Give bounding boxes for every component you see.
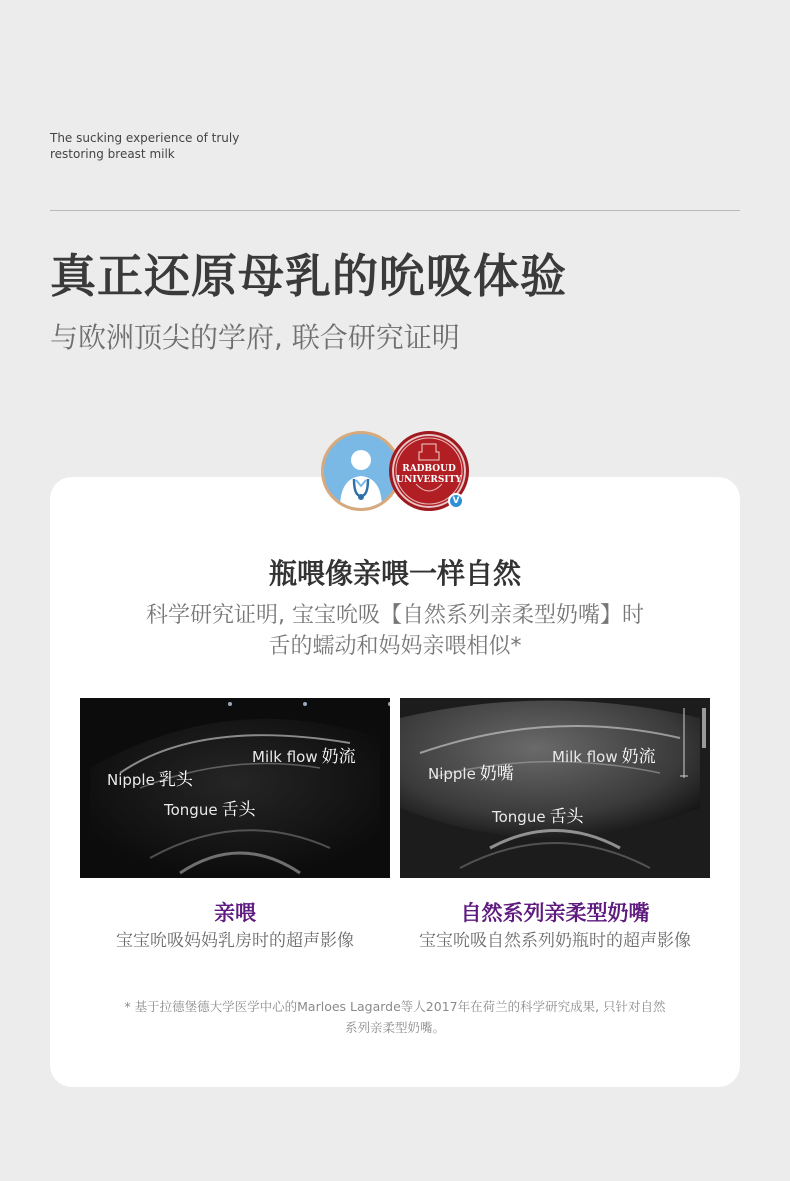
- caption-title-breastfeeding: 亲喂: [214, 901, 256, 925]
- nipple-label-zh: 乳头: [158, 770, 193, 790]
- eyebrow-line-1: The sucking experience of truly: [50, 131, 240, 145]
- milk-flow-label: [552, 747, 656, 767]
- footnote-line-2: 系列亲柔型奶嘴。: [344, 1020, 445, 1035]
- tongue-label-zh: 舌头: [221, 800, 256, 820]
- footnote-line-1: * 基于拉德堡德大学医学中心的Marloes Lagarde等人2017年在荷兰的科学研究成果, 只针对自然: [124, 999, 666, 1014]
- nipple-label-zh: 奶嘴: [479, 764, 514, 784]
- footnote: [80, 996, 710, 1038]
- nipple-label: [428, 764, 514, 784]
- university-name-line-2: UNIVERSITY: [396, 475, 462, 485]
- page-subtitle: 与欧洲顶尖的学府, 联合研究证明: [50, 321, 460, 354]
- milk-flow-label: [252, 747, 356, 767]
- tongue-label-en: Tongue: [164, 801, 218, 819]
- nipple-label: [107, 770, 193, 790]
- eyebrow-line-2: restoring breast milk: [50, 147, 175, 161]
- badge-group: [321, 431, 471, 515]
- milk-flow-label-zh: 奶流: [321, 747, 356, 767]
- caption-subtitle-bottle: 宝宝吮吸自然系列奶瓶时的超声影像: [419, 931, 691, 951]
- eyebrow-text: [50, 130, 310, 162]
- caption-subtitle-breastfeeding: 宝宝吮吸妈妈乳房时的超声影像: [116, 931, 354, 951]
- milk-flow-label-en: Milk flow: [252, 748, 318, 766]
- tongue-label-en: Tongue: [492, 808, 546, 826]
- ultrasound-image-bottle: [400, 698, 710, 878]
- card-description-line-2: 舌的蠕动和妈妈亲喂相似*: [268, 634, 522, 659]
- milk-flow-label-en: Milk flow: [552, 748, 618, 766]
- page-title: 真正还原母乳的吮吸体验: [50, 249, 567, 303]
- card-title: 瓶喂像亲喂一样自然: [268, 557, 521, 590]
- nipple-label-en: Nipple: [428, 765, 476, 783]
- verified-icon: V: [448, 493, 464, 509]
- nipple-label-en: Nipple: [107, 771, 155, 789]
- tongue-label: [492, 807, 584, 827]
- university-name: [392, 464, 466, 486]
- card-description-line-1: 科学研究证明, 宝宝吮吸【自然系列亲柔型奶嘴】时: [146, 603, 644, 628]
- tongue-label-zh: 舌头: [549, 807, 584, 827]
- tongue-label: [164, 800, 256, 820]
- university-name-line-1: RADBOUD: [402, 464, 456, 474]
- caption-title-bottle: 自然系列亲柔型奶嘴: [460, 901, 650, 925]
- ultrasound-image-breastfeeding: [80, 698, 390, 878]
- divider: [50, 210, 740, 211]
- milk-flow-label-zh: 奶流: [621, 747, 656, 767]
- card-description: [0, 600, 790, 662]
